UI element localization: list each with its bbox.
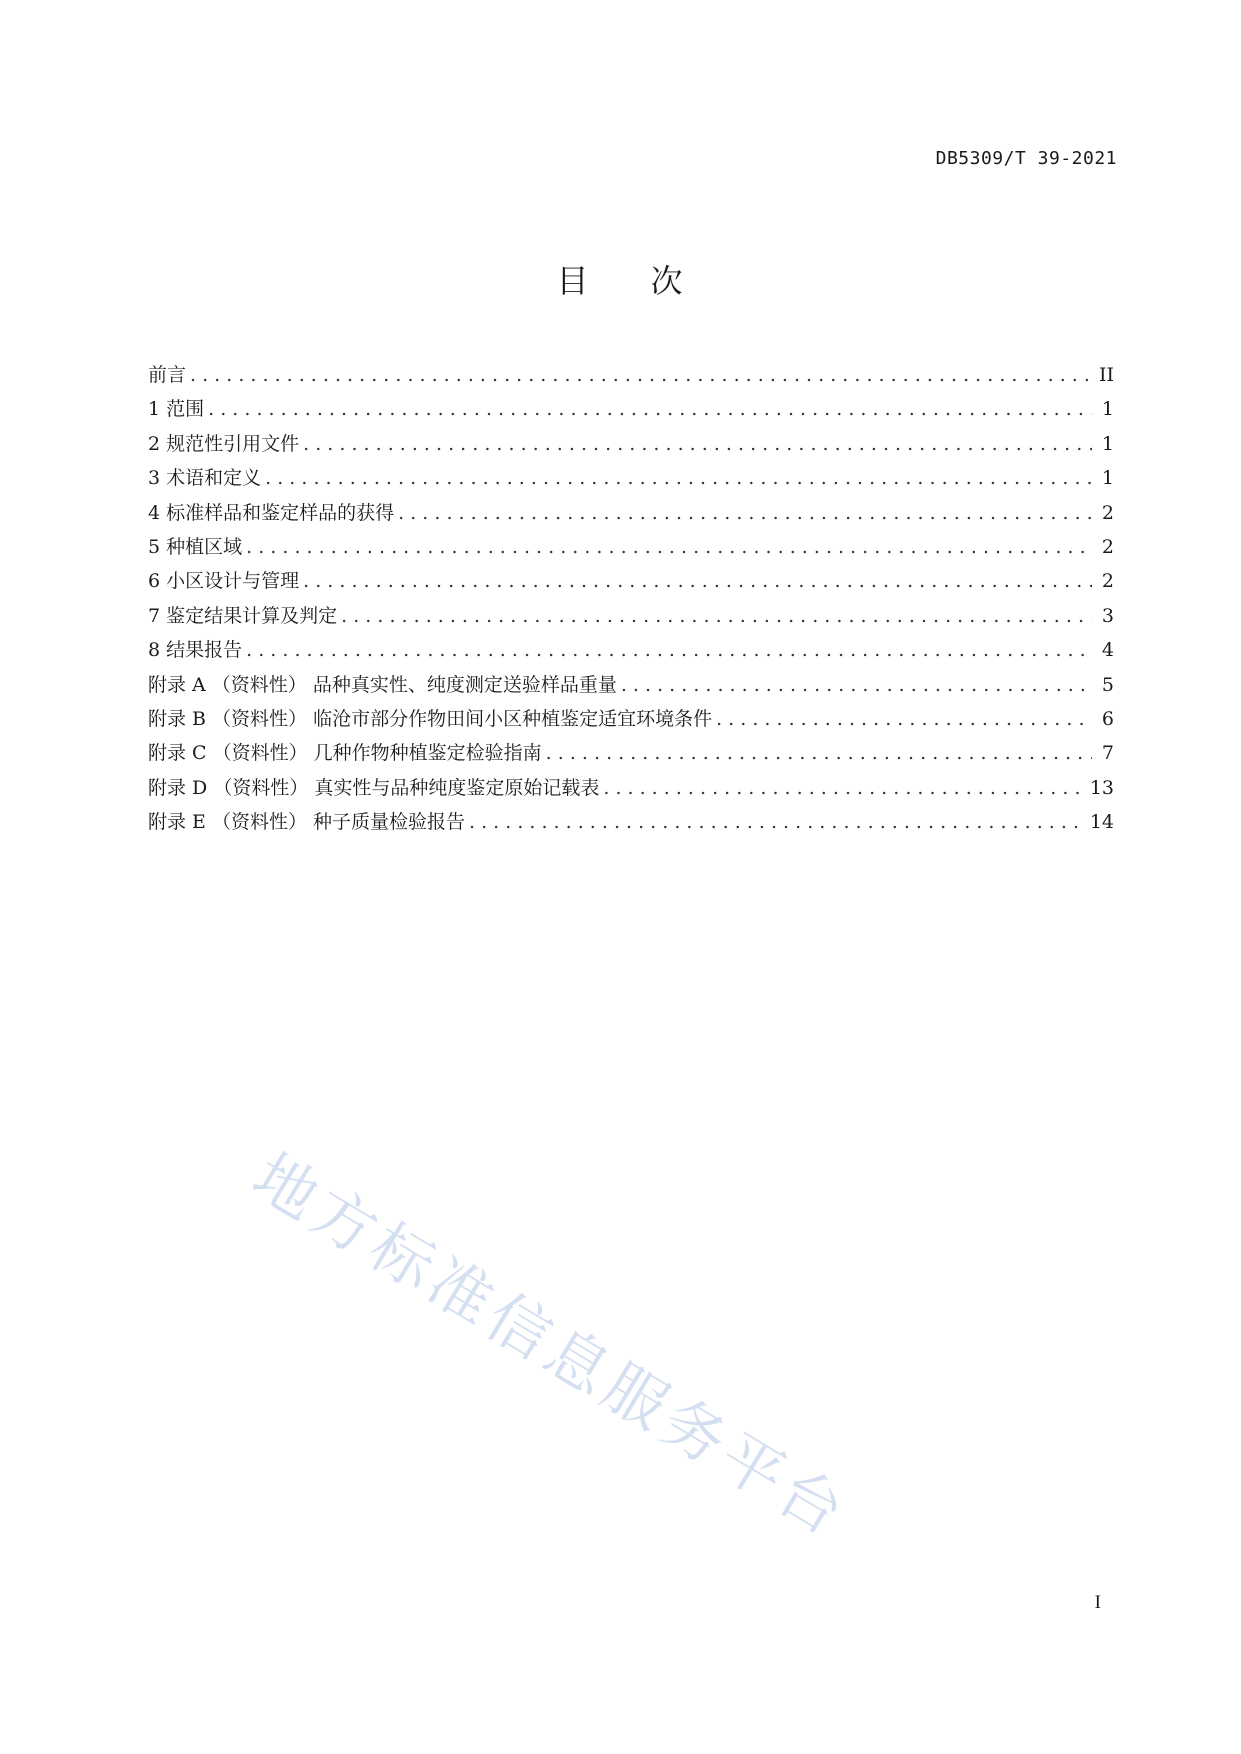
toc-entry-label: 8 结果报告: [148, 639, 243, 662]
toc-leader-dots: [208, 392, 1092, 426]
toc-leader-dots: [469, 805, 1084, 839]
toc-leader-dots: [603, 771, 1083, 805]
toc-entry-label: 附录 A （资料性） 品种真实性、纯度测定送验样品重量: [148, 673, 617, 696]
toc-entry-appendix-a[interactable]: [148, 668, 1114, 702]
toc-entry-appendix-b[interactable]: [148, 702, 1114, 736]
toc-entry-page: II: [1098, 364, 1114, 386]
toc-entry-page: 1: [1101, 432, 1114, 455]
toc-entry-result-calculation[interactable]: [148, 599, 1114, 633]
toc-entry-result-report[interactable]: [148, 633, 1114, 667]
toc-entry-label: 3 术语和定义: [148, 467, 262, 490]
toc-leader-dots: [546, 736, 1092, 770]
toc-entry-label: 6 小区设计与管理: [148, 570, 300, 593]
watermark: 地方标准信息服务平台: [240, 1139, 862, 1552]
toc-leader-dots: [303, 427, 1092, 461]
toc-entry-label: 1 范围: [148, 398, 205, 421]
toc-entry-page: 2: [1101, 501, 1114, 524]
toc-entry-planting-area[interactable]: [148, 530, 1114, 564]
toc-entry-label: 附录 C （资料性） 几种作物种植鉴定检验指南: [148, 742, 542, 765]
toc-entry-label: 4 标准样品和鉴定样品的获得: [148, 501, 395, 524]
toc-title-part1: 目: [556, 262, 591, 300]
toc-entry-scope[interactable]: [148, 392, 1114, 426]
toc-entry-appendix-e[interactable]: [148, 805, 1114, 839]
toc-leader-dots: [716, 702, 1092, 736]
toc-entry-plot-design[interactable]: [148, 564, 1114, 598]
toc-entry-page: 5: [1101, 673, 1114, 696]
toc-entry-page: 13: [1089, 776, 1114, 799]
toc-entry-label: 5 种植区域: [148, 535, 243, 558]
toc-leader-dots: [265, 461, 1092, 495]
toc-entry-appendix-d[interactable]: [148, 771, 1114, 805]
toc-entry-appendix-c[interactable]: [148, 736, 1114, 770]
toc-list: [148, 358, 1114, 839]
toc-leader-dots: [621, 668, 1092, 702]
toc-entry-page: 3: [1101, 604, 1114, 627]
toc-entry-label: 附录 E （资料性） 种子质量检验报告: [148, 811, 465, 834]
toc-leader-dots: [246, 633, 1092, 667]
toc-leader-dots: [398, 496, 1092, 530]
toc-entry-terms-definitions[interactable]: [148, 461, 1114, 495]
toc-entry-normative-references[interactable]: [148, 427, 1114, 461]
toc-entry-foreword[interactable]: [148, 358, 1114, 392]
toc-entry-label: 2 规范性引用文件: [148, 432, 300, 455]
page-number: I: [1094, 1592, 1101, 1613]
toc-leader-dots: [246, 530, 1092, 564]
toc-entry-page: 2: [1101, 570, 1114, 593]
toc-entry-page: 4: [1101, 639, 1114, 662]
toc-title-part2: 次: [650, 262, 685, 300]
toc-entry-page: 6: [1101, 707, 1114, 730]
toc-leader-dots: [341, 599, 1092, 633]
toc-entry-label: 前言: [148, 364, 187, 386]
toc-leader-dots: [190, 358, 1092, 392]
toc-entry-page: 2: [1101, 535, 1114, 558]
toc-entry-page: 1: [1101, 398, 1114, 421]
toc-entry-page: 14: [1089, 811, 1114, 834]
toc-entry-page: 1: [1101, 467, 1114, 490]
toc-leader-dots: [303, 564, 1092, 598]
toc-title: [0, 256, 1241, 302]
toc-entry-samples[interactable]: [148, 496, 1114, 530]
toc-entry-label: 7 鉴定结果计算及判定: [148, 604, 338, 627]
toc-entry-page: 7: [1101, 742, 1114, 765]
toc-entry-label: 附录 D （资料性） 真实性与品种纯度鉴定原始记载表: [148, 776, 600, 799]
toc-entry-label: 附录 B （资料性） 临沧市部分作物田间小区种植鉴定适宜环境条件: [148, 707, 713, 730]
document-code: DB5309/T 39-2021: [935, 148, 1117, 169]
